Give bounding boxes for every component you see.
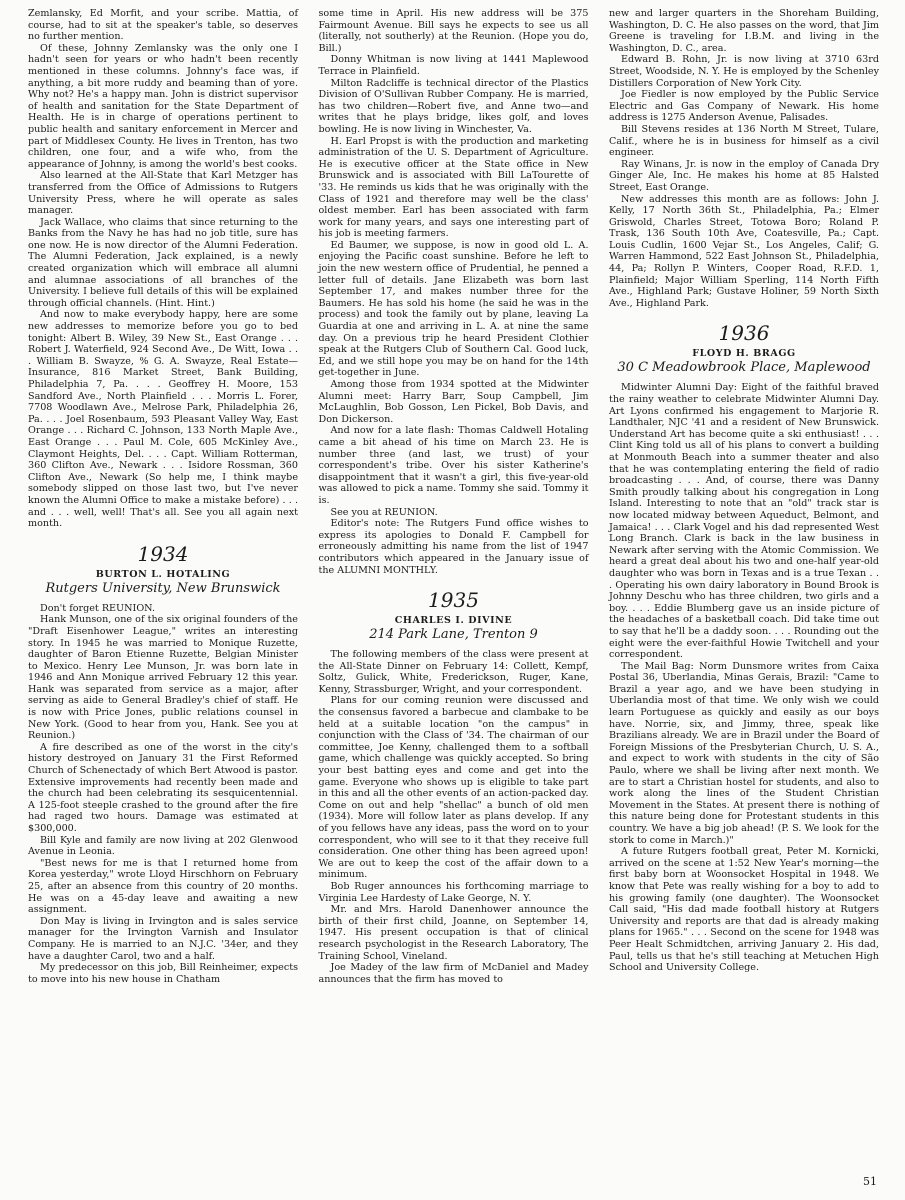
class-section-header-1936 <box>609 321 879 376</box>
paragraph: H. Earl Propst is with the production and marketing administration of the U. S. Department of Agriculture. He is executive officer at the State office in New Brunswick and is associated with Bill LaTourette of '33. He reminds us kids that he was originally with the Class of 1921 and therefore may well be the class' oldest member. Earl has been associated with farm work for many years, and says one interesting part of his job is meeting farmers. <box>318 135 589 240</box>
paragraph: A fire described as one of the worst in the city's history destroyed on January 31 the First Reformed Church of Schenectady of which Bert Atwood is pastor. Extensive improvements had recently been made and the church had been celebrating its sesquicentennial. A 125-foot steeple crashed to the ground after the fire had raged two hours. Damage was estimated at $300,000. <box>28 741 298 834</box>
correspondent-name: BURTON L. HOTALING <box>95 568 231 580</box>
columns <box>28 8 879 985</box>
paragraph: Bill Stevens resides at 136 North M Street, Tulare, Calif., where he is in business for himself as a civil engineer. <box>609 123 879 159</box>
column-2 <box>319 8 589 985</box>
paragraph: Plans for our coming reunion were discussed and the consensus favored a barbecue and clambake to be held at a suitable location "on the campus" in conjunction with the Class of '34. The chairman of our committee, Joe Kenny, challenged them to a softball game, which challenge was quickly accepted. So bring your best batting eyes and come and get into the game. Everyone who shows up is eligible to take part in this and all the other events of an action-packed day. Come on out and help "shellac" a bunch of old men (1934). More will follow later as plans develop. If any of you fellows have any ideas, pass the word on to your correspondent, who will see to it that they receive full consideration. One other thing has been agreed upon! We are out to keep the cost of the affair down to a minimum. <box>318 695 589 881</box>
paragraph: "Best news for me is that I returned home from Korea yesterday," wrote Lloyd Hirschhorn on February 25, after an absence from this country of 20 months. He was on a 45-day leave and awaiting a new assignment. <box>28 857 298 916</box>
paragraph: And now for a late flash: Thomas Caldwell Hotaling came a bit ahead of his time on March 23. He is number three (and last, we trust) of your correspondent's tribe. Over his sister Katherine's disappointment that it wasn't a girl, this five-year-old was allowed to pick a name. Tommy she said. Tommy it is. <box>318 425 589 506</box>
class-section-header-1934 <box>28 542 298 597</box>
paragraph: Ed Baumer, we suppose, is now in good old L. A. enjoying the Pacific coast sunshine. Before he left to join the new western office of Prudential, he penned a letter full of details. Jane Elizabeth was born last September 17, and makes number three for the Baumers. He has sold his home (he said he was in the process) and took the family out by plane, leaving La Guardia at one and arriving in L. A. at nine the same day. On a previous trip he heard President Clothier speak at the Rutgers Club of Southern Cal. Good luck, Ed, and we still hope you may be on hand for the 14th get-together in June. <box>318 239 589 379</box>
paragraph: Donny Whitman is now living at 1441 Maplewood Terrace in Plainfield. <box>318 54 589 77</box>
paragraph: Hank Munson, one of the six original founders of the "Draft Eisenhower League," writes an interesting story. In 1945 he was married to Monique Ruzette, daughter of Baron Etienne Ruzette, Belgian Minister to Mexico. Henry Lee Munson, Jr. was born late in 1946 and Ann Monique arrived February 12 this year. Hank was separated from service as a major, after serving as aide to General Bradley's chief of staff. He is now with Price Jones, public relations counsel in New York. (Good to hear from you, Hank. See you at Reunion.) <box>28 614 298 742</box>
paragraph: Joe Madey of the law firm of McDaniel and Madey announces that the firm has moved to <box>318 962 589 985</box>
paragraph: See you at REUNION. <box>330 506 438 518</box>
correspondent-address: 214 Park Lane, Trenton 9 <box>369 627 538 643</box>
paragraph: The Mail Bag: Norm Dunsmore writes from Caixa Postal 36, Uberlandia, Minas Gerais, Brazil: "Came to Brazil a year ago, and we have been studying in Uberlandia most of that time. We only wish we could learn Portuguese as quickly and easily as our boys have. Norrie, six, and Jimmy, three, speak like Brazilians already. We are in Brazil under the Board of Foreign Missions of the Presbyterian Church, U. S. A., and expect to work with students in the city of São Paulo, where we shall be living after next month. We are to start a Christian hostel for students, and also to work along the lines of the Student Christian Movement in the States. At present there is nothing of this nature being done for Protestant students in this country. We have a big job ahead! (P. S. We look for the stork to come in March.)" <box>609 660 879 846</box>
correspondent-name: CHARLES I. DIVINE <box>394 615 513 627</box>
paragraph: And now to make everybody happy, here are some new addresses to memorize before you go to bed tonight: Albert B. Wiley, 39 New St., East Orange . . . Robert J. Waterfield, 924 Second Ave., De Witt, Iowa . . . William B. Swayze, % G. A. Swayze, Real Estate—Insurance, 816 Market Street, Bank Building, Philadelphia 7, Pa. . . . Geoffrey H. Moore, 153 Sandford Ave., North Plainfield . . . Morris L. Forer, 7708 Woodlawn Ave., Melrose Park, Philadelphia 26, Pa. . . . Joel Rosenbaum, 593 Pleasant Valley Way, East Orange . . . Richard C. Johnson, 133 North Maple Ave., East Orange . . . Paul M. Cole, 605 McKinley Ave., Claymont Heights, Del. . . . Capt. William Rotterman, 360 Clifton Ave., Newark . . . Isidore Rossman, 360 Clifton Ave., Newark (So help me, I think maybe somebody slipped on those last two, but I've never known the Alumni Office to make a mistake before) . . . and . . . well, well! That's all. See you all again next month. <box>28 309 298 530</box>
paragraph: A future Rutgers football great, Peter M. Kornicki, arrived on the scene at 1:52 New Year's morning—the first baby born at Woonsocket Hospital in 1948. We know that Pete was really wishing for a boy to add to his growing family (one daughter). The Woonsocket Call said, "His dad made football history at Rutgers University and reports are that dad is already making plans for 1965." . . . Second on the scene for 1948 was Peer Healt Schmidtchen, arriving January 2. His dad, Paul, tells us that he's still teaching at Metuchen High School and University College. <box>609 846 879 974</box>
paragraph: Midwinter Alumni Day: Eight of the faithful braved the rainy weather to celebrate Midwinter Alumni Day. Art Lyons confirmed his engagement to Marjorie R. Landthaler, NJC '41 and a resident of New Brunswick. Understand Art has become quite a ski enthusiast! . . . Clint King told us all of his plans to convert a building at Monmouth Beach into a summer theater and also that he was contemplating entering the field of radio broadcasting . . . And, of course, there was Danny Smith proudly talking about his congregation in Long Island. Interesting to note that an "old" track star is now located midway between Aqueduct, Belmont, and Jamaica! . . . Clark Vogel and his dad represented West Long Branch. Clark is back in the law business in Newark after serving with the Atomic Commission. We heard a great deal about his two and one-half year-old daughter who was born in Texas and is a true Texan . . . Operating his own dairy laboratory in Bound Brook is Johnny Deschu who has three children, two girls and a boy. . . . Eddie Blumberg gave us an inside picture of the headaches of a basketball coach. Did take time out to say that he'll be a daddy soon. . . . Rounding out the eight were the ever-faithful Howie Twitchell and your correspondent. <box>609 382 879 661</box>
paragraph: Milton Radcliffe is technical director of the Plastics Division of O'Sullivan Rubber Company. He is married, has two children—Robert five, and Anne two—and writes that he plays bridge, likes golf, and loves bowling. He is now living in Winchester, Va. <box>318 77 589 135</box>
paragraph: Also learned at the All-State that Karl Metzger has transferred from the Office of Admissions to Rutgers University Press, where he will operate as sales manager. <box>28 170 298 217</box>
paragraph: New addresses this month are as follows: John J. Kelly, 17 North 36th St., Philadelphia, Pa.; Elmer Griswold, Charles Street, Totowa Boro; Roland P. Trask, 136 South 10th Ave, Coatesville, Pa.; Capt. Louis Cudlin, 1600 Vejar St., Los Angeles, Calif; G. Warren Hammond, 522 East Johnson St., Philadelphia, 44, Pa; Rollyn P. Winters, Cooper Road, R.F.D. 1, Plainfield; Major William Sperling, 114 North Fifth Ave., Highland Park; Gustave Holiner, 59 North Sixth Ave., Highland Park. <box>609 193 879 309</box>
paragraph: Of these, Johnny Zemlansky was the only one I hadn't seen for years or who hadn't been recently mentioned in these columns. Johnny's face was, if anything, a bit more ruddy and beaming than of yore. Why not? He's a happy man. John is district supervisor of health and sanitation for the State Department of Health. He is in charge of operations pertinent to public health and sanitary enforcement in Mercer and part of Middlesex County. He lives in Trenton, has two children, one four, and a wife who, from the appearance of Johnny, is among the world's best cooks. <box>28 42 298 170</box>
paragraph: Ray Winans, Jr. is now in the employ of Canada Dry Ginger Ale, Inc. He makes his home at 85 Halsted Street, East Orange. <box>609 158 879 193</box>
paragraph: Edward B. Rohn, Jr. is now living at 3710 63rd Street, Woodside, N. Y. He is employed by the Schenley Distillers Corporation of New York City. <box>609 54 879 89</box>
paragraph: My predecessor on this job, Bill Reinheimer, expects to move into his new house in Chatham <box>28 962 298 985</box>
paragraph: Editor's note: The Rutgers Fund office wishes to express its apologies to Donald F. Campbell for erroneously admitting his name from the list of 1947 contributors which appeared in the January issue of the ALUMNI MONTHLY. <box>318 518 589 576</box>
paragraph: Zemlansky, Ed Morfit, and your scribe. Mattia, of course, had to sit at the speaker's table, so deserves no further mention. <box>28 8 298 43</box>
column-3 <box>609 8 879 985</box>
class-year: 1935 <box>428 588 479 613</box>
paragraph: Bob Ruger announces his forthcoming marriage to Virginia Lee Hardesty of Lake George, N. Y. <box>318 880 589 904</box>
class-year: 1934 <box>137 541 189 566</box>
paragraph: new and larger quarters in the Shoreham Building, Washington, D. C. He also passes on the word, that Jim Greene is traveling for I.B.M. and living in the Washington, D. C., area. <box>609 8 879 54</box>
paragraph: Among those from 1934 spotted at the Midwinter Alumni meet: Harry Barr, Soup Campbell, Jim McLaughlin, Bob Gosson, Len Pickel, Bob Davis, and Don Dickerson. <box>318 379 589 425</box>
paragraph: Jack Wallace, who claims that since returning to the Banks from the Navy he has had no job title, sure has one now. He is now director of the Alumni Federation. The Alumni Federation, Jack explained, is a newly created organization which will embrace all alumni and alumnae associations of all branches of the University. I believe full details of this will be explained through official channels. (Hint. Hint.) <box>28 216 299 309</box>
correspondent-name: FLOYD H. BRAGG <box>692 348 796 360</box>
class-year: 1936 <box>718 321 770 346</box>
correspondent-address: 30 C Meadowbrook Place, Maplewood <box>617 360 871 376</box>
column-1 <box>28 8 298 985</box>
paragraph: Joe Fiedler is now employed by the Public Service Electric and Gas Company of Newark. His home address is 1275 Anderson Avenue, Palisades. <box>609 89 879 124</box>
paragraph: Don't forget REUNION. <box>40 602 156 614</box>
paragraph: Mr. and Mrs. Harold Danenhower announce the birth of their first child, Joanne, on September 14, 1947. His present occupation is that of clinical research psychologist in the Research Laboratory, The Training School, Vineland. <box>318 904 589 962</box>
correspondent-address: Rutgers University, New Brunswick <box>45 580 281 596</box>
class-section-header-1935 <box>319 588 589 643</box>
paragraph: The following members of the class were present at the All-State Dinner on February 14: Collett, Kempf, Soltz, Gulick, White, Frederickson, Ruger, Kane, Kenny, Strassburger, Wright, and your correspondent. <box>318 649 589 695</box>
paragraph: Bill Kyle and family are now living at 202 Glenwood Avenue in Leonia. <box>28 834 298 858</box>
page-number: 51 <box>863 1175 877 1188</box>
paragraph: Don May is living in Irvington and is sales service manager for the Irvington Varnish and Insulator Company. He is married to an N.J.C. '34er, and they have a daughter Carol, two and a half. <box>28 915 298 962</box>
paragraph: some time in April. His new address will be 375 Fairmount Avenue. Bill says he expects to see us all (literally, not southerly) at the Reunion. (Hope you do, Bill.) <box>318 8 589 54</box>
